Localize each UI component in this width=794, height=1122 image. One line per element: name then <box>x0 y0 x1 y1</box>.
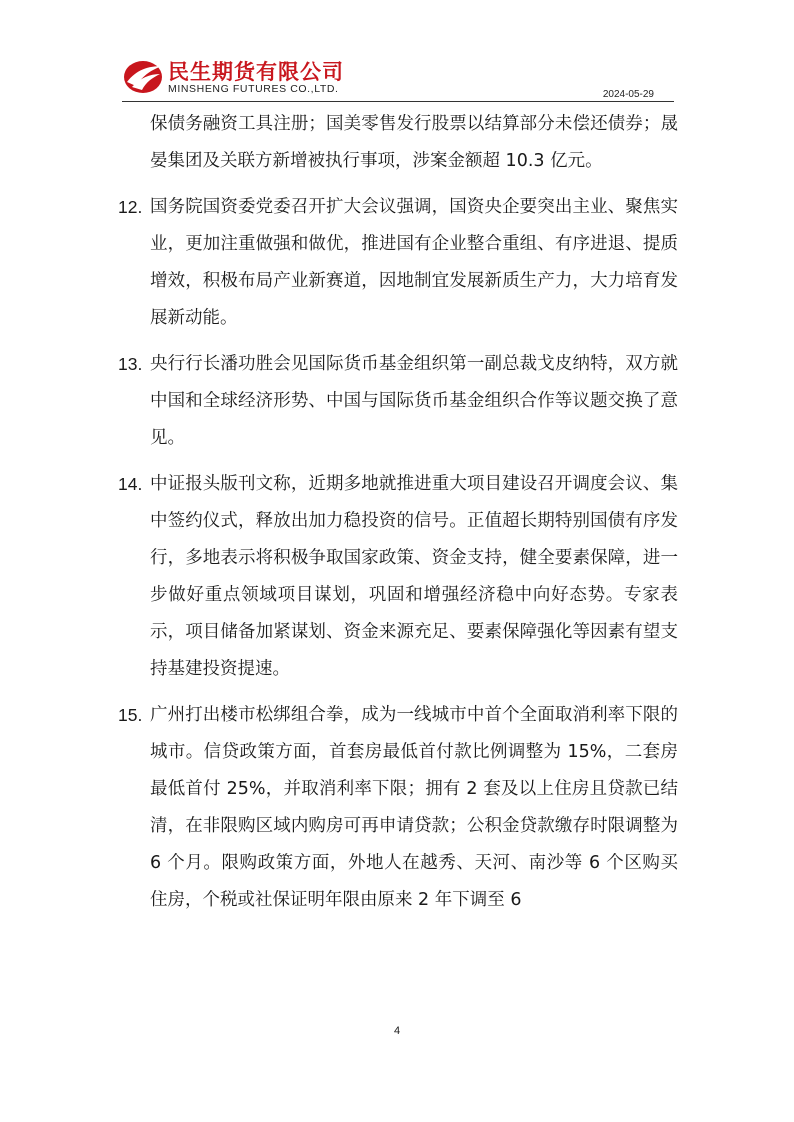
list-item-15 <box>118 697 678 919</box>
item-number: 15. <box>118 705 143 725</box>
news-list <box>118 106 678 928</box>
item-text: 广州打出楼市松绑组合拳，成为一线城市中首个全面取消利率下限的城市。信贷政策方面，首套房最低首付款比例调整为 15%，二套房最低首付 25%，并取消利率下限；拥有 2 套及以上住房且贷款已结清，在非限购区域内购房可再申请贷款；公积金贷款缴存时限调整为 6 个月。限购政策方面，外地人在越秀、天河、南沙等 6 个区购买住房，个税或社保证明年限由原来 2 年下调至 6 <box>150 705 678 910</box>
item-number: 14. <box>118 474 143 494</box>
list-item-14 <box>118 466 678 688</box>
report-date: 2024-05-29 <box>602 89 654 100</box>
list-item-13 <box>118 346 678 457</box>
list-item-12 <box>118 189 678 337</box>
item-text: 中证报头版刊文称，近期多地就推进重大项目建设召开调度会议、集中签约仪式，释放出加力稳投资的信号。正值超长期特别国债有序发行，多地表示将积极争取国家政策、资金支持，健全要素保障，进一步做好重点领域项目谋划，巩固和增强经济稳中向好态势。专家表示，项目储备加紧谋划、资金来源充足、要素保障强化等因素有望支持基建投资提速。 <box>150 474 678 679</box>
company-name-en: MINSHENG FUTURES CO.,LTD. <box>168 83 339 95</box>
item-text: 国务院国资委党委召开扩大会议强调，国资央企要突出主业、聚焦实业，更加注重做强和做优，推进国有企业整合重组、有序进退、提质增效，积极布局产业新赛道，因地制宜发展新质生产力，大力培育发展新动能。 <box>150 197 678 328</box>
item-number: 13. <box>118 354 143 374</box>
header-divider <box>122 101 674 102</box>
item-number: 12. <box>118 197 143 217</box>
page-header <box>122 52 674 102</box>
continued-paragraph: 保债务融资工具注册；国美零售发行股票以结算部分未偿还债券；晟晏集团及关联方新增被执行事项，涉案金额超 10.3 亿元。 <box>150 114 678 171</box>
company-name-cn: 民生期货有限公司 <box>168 60 344 84</box>
page-number: 4 <box>393 1025 401 1037</box>
minsheng-logo-icon <box>122 56 164 96</box>
item-text: 央行行长潘功胜会见国际货币基金组织第一副总裁戈皮纳特，双方就中国和全球经济形势、中国与国际货币基金组织合作等议题交换了意见。 <box>150 354 678 448</box>
